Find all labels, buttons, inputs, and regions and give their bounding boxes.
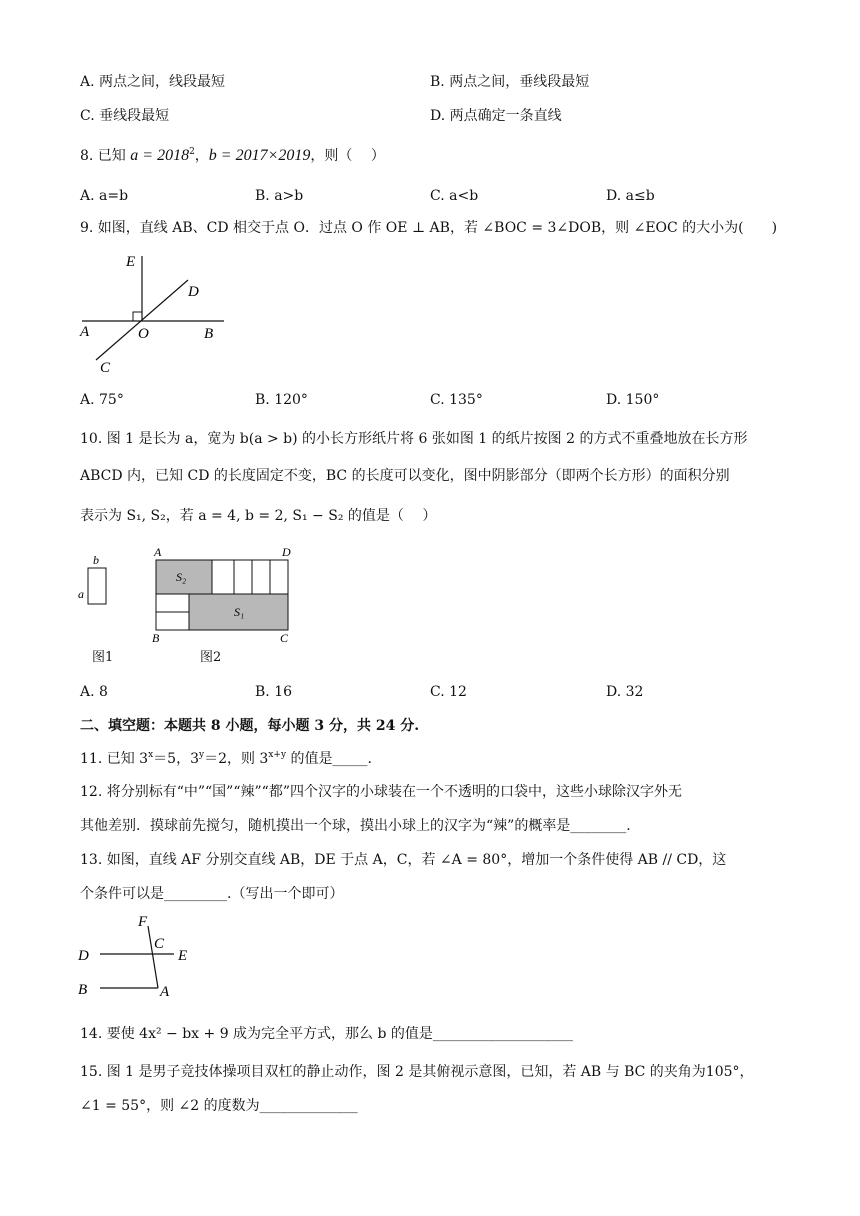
q10-option-b: B. 16: [255, 684, 293, 700]
q11-exp-x: x: [148, 750, 154, 760]
question-10-line-1: 10. 图 1 是长为 a，宽为 b(a > b) 的小长方形纸片将 6 张如图 1 的纸片按图 2 的方式不重叠地放在长方形: [80, 431, 748, 447]
question-14: 14. 要使 4x² − bx + 9 成为完全平方式，那么 b 的值是____________________: [80, 1026, 573, 1042]
q11-part-4: 的值是_____.: [286, 751, 372, 767]
q9-label-o: O: [138, 326, 149, 342]
question-15-line-2: ∠1 = 55°，则 ∠2 的度数为______________: [80, 1098, 358, 1114]
q9-option-d: D. 150°: [606, 392, 660, 408]
q10-fig2-label-s1: S₁: [234, 605, 245, 619]
q9-option-c: C. 135°: [430, 392, 483, 408]
q13-label-d: D: [78, 948, 89, 964]
q10-fig1-label-a: a: [78, 587, 84, 601]
q8-suffix: ，则（ ）: [310, 148, 385, 164]
q9-option-b: B. 120°: [255, 392, 308, 408]
q8-option-d: D. a≤b: [606, 188, 655, 204]
q8-b-expr: b = 2017×2019: [208, 147, 311, 164]
q10-fig1-caption: 图1: [92, 650, 114, 665]
question-10-line-2: ABCD 内，已知 CD 的长度固定不变，BC 的长度可以变化，图中阴影部分（即两个长方形）的面积分别: [80, 468, 730, 484]
q9-label-a: A: [80, 324, 90, 340]
question-13-line-2: 个条件可以是_________.（写出一个即可）: [80, 886, 344, 902]
q9-label-d: D: [188, 284, 199, 300]
q10-fig2-label-a: A: [154, 545, 162, 559]
q8-prefix: 8. 已知: [80, 148, 126, 164]
q9-option-a: A. 75°: [80, 392, 124, 408]
q13-label-b: B: [78, 982, 88, 998]
section-2-heading: 二、填空题：本题共 8 小题，每小题 3 分，共 24 分.: [80, 718, 420, 734]
q10-fig2-label-b: B: [152, 631, 160, 645]
question-12-line-1: 12. 将分别标有“中”“国”“辣”“都”四个汉字的小球装在一个不透明的口袋中，这些小球除汉字外无: [80, 784, 682, 800]
q9-label-c: C: [100, 360, 111, 376]
q10-fig2-label-c: C: [280, 631, 289, 645]
q13-label-c: C: [154, 936, 165, 952]
q10-option-c: C. 12: [430, 684, 467, 700]
q13-figure: [74, 910, 214, 1002]
q10-fig2-caption: 图2: [200, 650, 222, 665]
question-10-line-3: 表示为 S₁, S₂，若 a = 4, b = 2, S₁ − S₂ 的值是（ ）: [80, 508, 437, 524]
question-11: [80, 749, 372, 769]
q13-label-a: A: [160, 984, 170, 1000]
q9-label-b: B: [204, 326, 214, 342]
q8-a-expr: a = 2018: [130, 147, 190, 164]
q8-option-c: C. a<b: [430, 188, 479, 204]
q7-option-b: B. 两点之间，垂线段最短: [430, 74, 590, 90]
q10-fig1-label-b: b: [93, 553, 99, 567]
q11-exp-xy: x+y: [268, 750, 287, 760]
q9-figure: [74, 248, 234, 376]
question-9-text: 9. 如图，直线 AB、CD 相交于点 O．过点 O 作 OE ⊥ AB，若 ∠BOC = 3∠DOB，则 ∠EOC 的大小为( ): [80, 220, 778, 236]
q10-option-a: A. 8: [80, 684, 108, 700]
q13-label-e: E: [178, 948, 188, 964]
question-15-line-1: 15. 图 1 是男子竞技体操项目双杠的静止动作，图 2 是其俯视示意图，已知，若 AB 与 BC 的夹角为105°，: [80, 1064, 754, 1080]
q11-part-1: 11. 已知 3: [80, 751, 149, 767]
q7-option-a: A. 两点之间，线段最短: [80, 74, 226, 90]
q11-part-2: ＝5，3: [153, 751, 199, 767]
q8-a-exponent: 2: [189, 147, 195, 157]
q10-fig2-label-d: D: [282, 545, 291, 559]
q11-part-3: ＝2，则 3: [204, 751, 269, 767]
question-13-line-1: 13. 如图，直线 AF 分别交直线 AB，DE 于点 A，C，若 ∠A = 80°，增加一个条件使得 AB // CD，这: [80, 852, 727, 868]
q8-option-a: A. a=b: [80, 188, 129, 204]
q7-option-d: D. 两点确定一条直线: [430, 108, 562, 124]
q13-label-f: F: [138, 914, 148, 930]
q8-comma: ，: [194, 148, 209, 164]
q7-option-c: C. 垂线段最短: [80, 108, 170, 124]
q10-option-d: D. 32: [606, 684, 644, 700]
q10-fig2-label-s2: S₂: [176, 570, 187, 584]
q8-option-b: B. a>b: [255, 188, 304, 204]
question-12-line-2: 其他差别．摸球前先搅匀，随机摸出一个球，摸出小球上的汉字为“辣”的概率是________.: [80, 818, 631, 834]
question-8: [80, 146, 385, 166]
q11-exp-y: y: [198, 750, 205, 760]
q9-label-e: E: [126, 254, 136, 270]
